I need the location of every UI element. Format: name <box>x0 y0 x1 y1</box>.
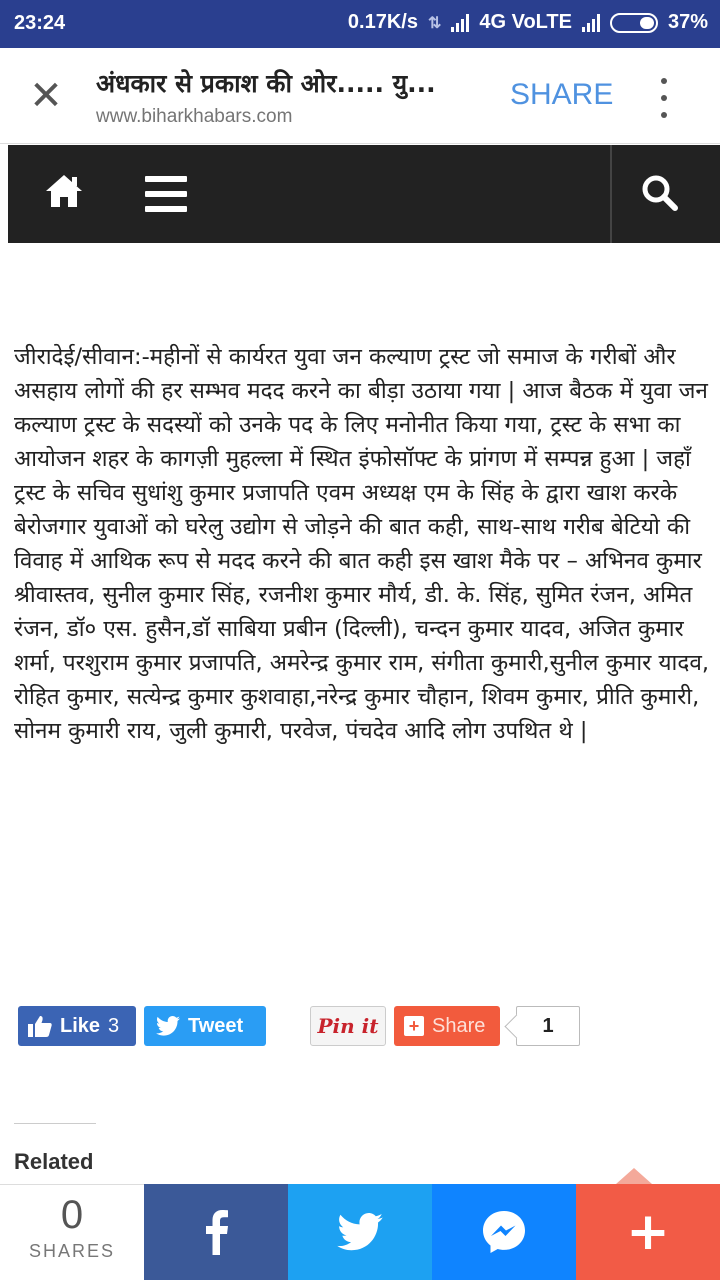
signal-icon <box>451 14 469 32</box>
related-divider <box>14 1123 96 1124</box>
share-count-bubble: 1 <box>516 1006 580 1046</box>
shares-counter <box>0 1184 144 1280</box>
more-share-button[interactable]: + <box>576 1184 720 1280</box>
article-body: जीरादेई/सीवान:-महीनों से कार्यरत युवा जन कल्याण ट्रस्ट जो समाज के गरीबों और असहाय लोगों की हर सम्भव मदद करने का बीड़ा उठाया गया | आज बैठक में युवा जन कल्याण ट्रस्ट के सदस्यों को उनके पद के लिए मनोनीत किया गया, ट्रस्ट के सभा का आयोजन शहर के कागज़ी मुहल्ला में स्थित इंफोसॉफ्ट के प्रांगण में सम्पन्न हुआ | जहाँ ट्रस्ट के सचिव सुधांशु कुमार प्रजापति एवम अध्यक्ष एम के सिंह के द्वारा खाश करके बेरोजगार युवाओं को घरेलु उद्योग से जोड़ने की बात कही, साथ-साथ गरीब बेटियो की विवाह में आथिक रूप से मदद करने की बात कही इस खाश मैके पर – अभिनव कुमार श्रीवास्तव, सुनील कुमार सिंह, रजनीश कुमार मौर्य, डी. के. सिंह, सुमित रंजन, अमित रंजन, डॉ० एस. हुसैन,डॉ साबिया प्रबीन (दिल्ली), चन्दन कुमार यादव, अजित कुमार शर्मा, परशुराम कुमार प्रजापति, अमरेन्द्र कुमार राम, संगीता कुमारी,सुनील कुमार यादव, रोहित कुमार, सत्येन्द्र कुमार कुशवाहा,नरेन्द्र कुमार चौहान, शिवम कुमार, प्रीति कुमारी, सोनम कुमारी राय, जुली कुमारी, परवेज, पंचदेव आदि लोग उपथित थे | <box>14 344 709 744</box>
addthis-share-button[interactable] <box>394 1006 500 1046</box>
plus-icon: + <box>404 1016 424 1036</box>
scroll-to-top-icon[interactable] <box>616 1168 652 1184</box>
status-bar <box>0 0 720 48</box>
browser-toolbar <box>0 48 720 144</box>
overflow-menu-icon[interactable] <box>654 78 674 118</box>
status-time: 23:24 <box>14 12 66 34</box>
shares-label: SHARES <box>28 1241 116 1261</box>
battery-icon <box>610 13 658 33</box>
nav-divider <box>610 145 612 243</box>
home-icon[interactable] <box>44 171 84 211</box>
pinterest-pin-button[interactable]: Pin it <box>310 1006 386 1046</box>
net-speed: 0.17K/s <box>347 11 418 33</box>
messenger-share-button[interactable] <box>432 1184 576 1280</box>
facebook-share-button[interactable] <box>144 1184 288 1280</box>
twitter-share-button[interactable] <box>288 1184 432 1280</box>
close-icon[interactable]: ✕ <box>29 73 63 119</box>
search-icon[interactable] <box>640 173 680 213</box>
thumbs-up-icon <box>28 1015 52 1037</box>
signal-icon-secondary <box>582 14 600 32</box>
shares-count: 0 <box>60 1193 84 1237</box>
share-button[interactable]: SHARE <box>510 78 614 111</box>
social-share-row <box>18 1006 618 1046</box>
network-type: 4G VoLTE <box>479 11 572 33</box>
bottom-share-bar <box>0 1184 720 1280</box>
site-nav-bar <box>8 145 720 243</box>
facebook-like-button[interactable] <box>18 1006 136 1046</box>
page-title: अंधकार से प्रकाश की ओर..... यु... <box>96 69 436 98</box>
facebook-icon <box>202 1209 230 1255</box>
menu-icon[interactable] <box>145 176 187 212</box>
messenger-icon <box>481 1209 527 1255</box>
like-label: Like <box>60 1014 101 1037</box>
related-heading: Related <box>14 1149 94 1174</box>
page-url[interactable]: www.biharkhabars.com <box>96 106 293 127</box>
twitter-bird-icon <box>156 1016 180 1036</box>
tweet-label: Tweet <box>188 1014 244 1037</box>
battery-level: 37% <box>667 11 708 33</box>
status-indicators <box>348 11 708 34</box>
tweet-button[interactable] <box>144 1006 266 1046</box>
share-label: Share <box>432 1014 486 1037</box>
data-transfer-icon: ⇅ <box>427 14 442 32</box>
like-count: 3 <box>108 1014 120 1037</box>
twitter-icon <box>337 1213 383 1251</box>
